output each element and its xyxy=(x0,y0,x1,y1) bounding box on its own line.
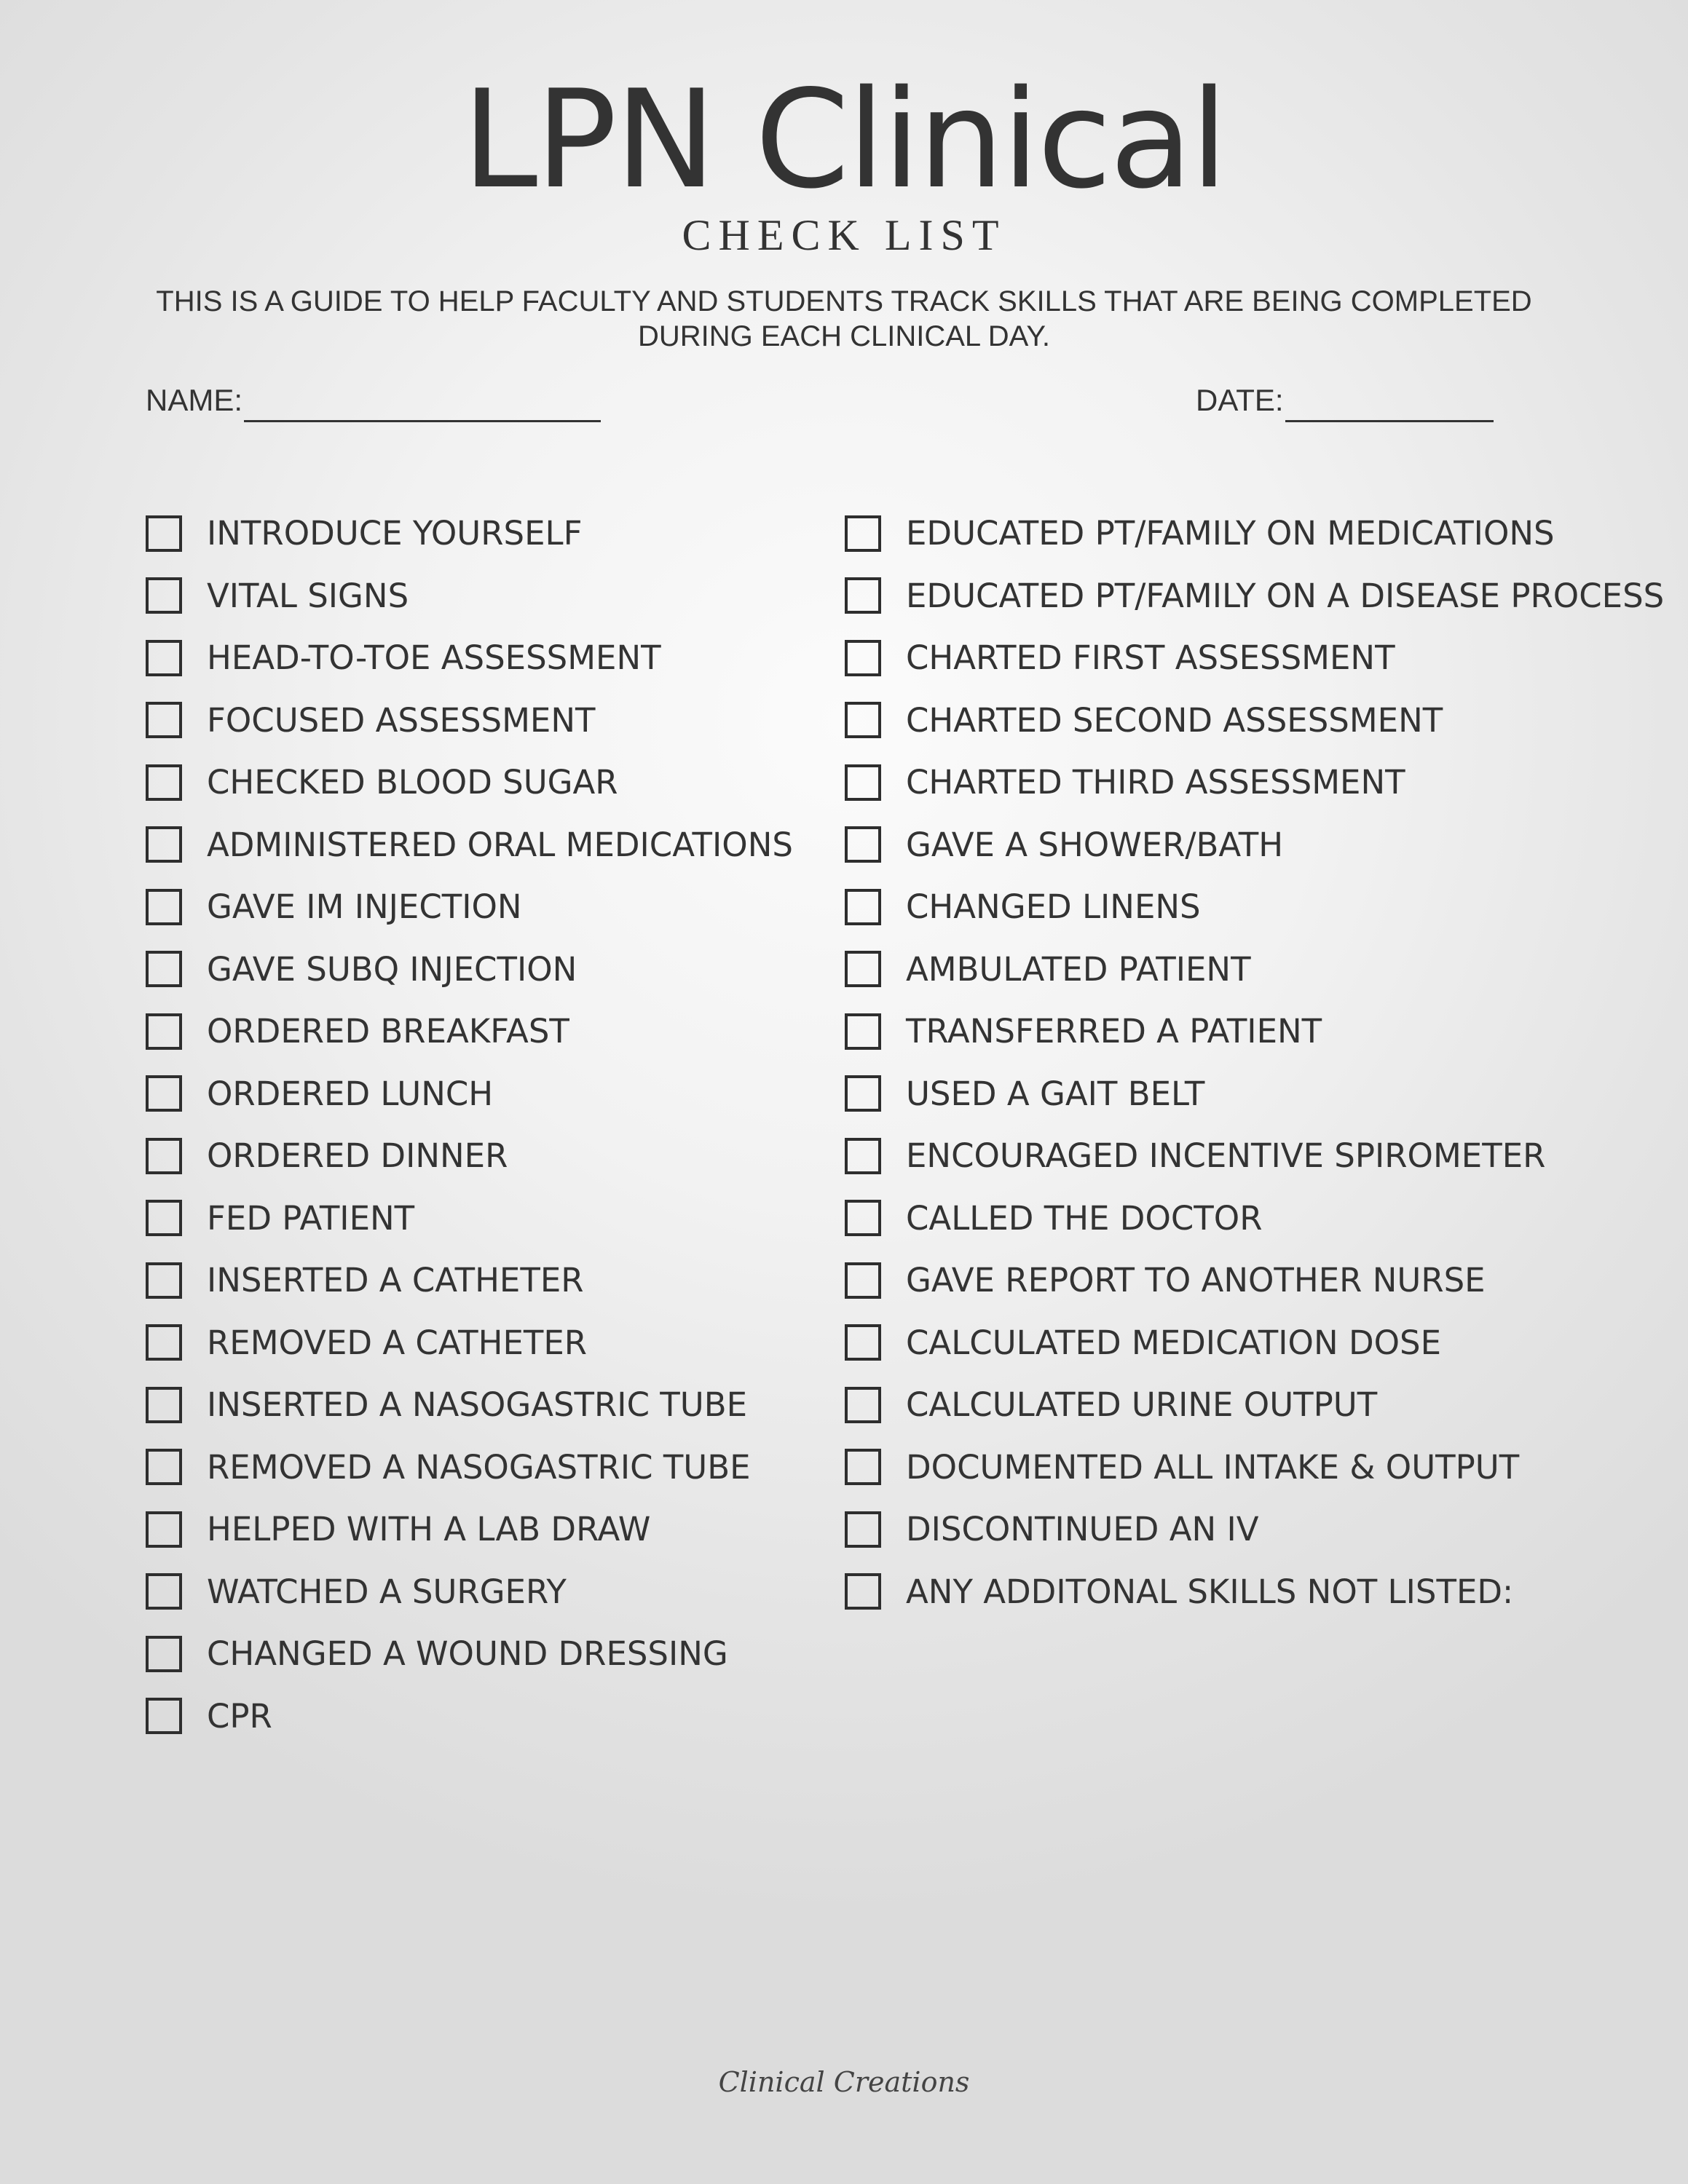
checklist-item-label: CHARTED SECOND ASSESSMENT xyxy=(906,700,1443,740)
checklist-item-label: ANY ADDITONAL SKILLS NOT LISTED: xyxy=(906,1572,1514,1611)
checklist-item-label: CHANGED LINENS xyxy=(906,887,1201,927)
checklist-item-label: EDUCATED PT/FAMILY ON MEDICATIONS xyxy=(906,514,1555,553)
checkbox[interactable] xyxy=(146,1262,182,1299)
checklist-item[interactable] xyxy=(146,565,801,628)
checklist-item[interactable] xyxy=(146,1063,801,1125)
checklist-item[interactable] xyxy=(146,1187,801,1250)
checkbox[interactable] xyxy=(146,764,182,801)
intro-line-1: THIS IS A GUIDE TO HELP FACULTY AND STUDENTS TRACK SKILLS THAT ARE BEING COMPLETED xyxy=(156,285,1532,317)
checklist-item[interactable] xyxy=(845,1125,1675,1187)
checkbox[interactable] xyxy=(146,1138,182,1174)
checkbox[interactable] xyxy=(146,1200,182,1236)
checkbox[interactable] xyxy=(146,1075,182,1112)
checkbox[interactable] xyxy=(146,515,182,552)
intro-line-2: DURING EACH CLINICAL DAY. xyxy=(637,320,1051,352)
checklist-item[interactable] xyxy=(146,1685,801,1748)
date-label: DATE: xyxy=(1196,383,1284,417)
checklist-item[interactable] xyxy=(146,1249,801,1312)
checklist-item[interactable] xyxy=(146,1000,801,1063)
checkbox[interactable] xyxy=(146,889,182,925)
checklist-item[interactable] xyxy=(146,1312,801,1374)
checklist-item[interactable] xyxy=(845,1561,1675,1623)
name-label: NAME: xyxy=(146,383,243,417)
checkbox[interactable] xyxy=(845,951,881,987)
checkbox[interactable] xyxy=(146,1324,182,1361)
checkbox[interactable] xyxy=(146,1387,182,1423)
checklist-item-label: CHECKED BLOOD SUGAR xyxy=(207,763,618,802)
checklist-item[interactable] xyxy=(146,1561,801,1623)
checklist-item-label: CHANGED A WOUND DRESSING xyxy=(207,1634,728,1674)
checklist-item[interactable] xyxy=(845,1498,1675,1561)
checkbox[interactable] xyxy=(146,1013,182,1050)
checklist-item-label: INSERTED A CATHETER xyxy=(207,1261,584,1300)
checklist-item[interactable] xyxy=(146,1374,801,1436)
checklist-item-label: CPR xyxy=(207,1696,272,1736)
checklist-item-label: CHARTED FIRST ASSESSMENT xyxy=(906,638,1395,678)
checklist-item[interactable] xyxy=(845,751,1675,814)
checklist-item-label: CHARTED THIRD ASSESSMENT xyxy=(906,763,1405,802)
checklist-item-label: USED A GAIT BELT xyxy=(906,1074,1205,1113)
checklist-item-label: ORDERED DINNER xyxy=(207,1136,508,1176)
checkbox[interactable] xyxy=(845,577,881,614)
checklist-item-label: DISCONTINUED AN IV xyxy=(906,1510,1259,1549)
intro-text xyxy=(109,284,1579,354)
checklist-item-label: FED PATIENT xyxy=(207,1198,415,1238)
date-input-line[interactable] xyxy=(1285,388,1494,422)
checkbox[interactable] xyxy=(146,1573,182,1610)
checkbox[interactable] xyxy=(845,764,881,801)
checklist-item-label: GAVE SUBQ INJECTION xyxy=(207,949,577,989)
checklist-item[interactable] xyxy=(845,1312,1675,1374)
checklist-item[interactable] xyxy=(146,1623,801,1685)
checklist-item[interactable] xyxy=(845,814,1675,877)
checklist-item[interactable] xyxy=(845,1249,1675,1312)
checklist-item[interactable] xyxy=(845,876,1675,938)
checkbox[interactable] xyxy=(146,1449,182,1485)
page-title: LPN Clinical xyxy=(462,60,1226,218)
checkbox[interactable] xyxy=(845,1573,881,1610)
checkbox[interactable] xyxy=(146,951,182,987)
name-input-line[interactable] xyxy=(244,388,601,422)
checklist-item-label: HEAD-TO-TOE ASSESSMENT xyxy=(207,638,661,678)
checkbox[interactable] xyxy=(845,1075,881,1112)
checklist-right-column xyxy=(845,502,1675,1623)
checklist-item-label: GAVE A SHOWER/BATH xyxy=(906,825,1284,864)
checkbox[interactable] xyxy=(146,1636,182,1672)
checklist-item-label: CALLED THE DOCTOR xyxy=(906,1198,1263,1238)
checkbox[interactable] xyxy=(845,1013,881,1050)
checkbox[interactable] xyxy=(146,1511,182,1548)
checkbox[interactable] xyxy=(845,640,881,676)
checklist-item[interactable] xyxy=(845,1436,1675,1499)
checklist-item-label: GAVE IM INJECTION xyxy=(207,887,522,927)
checklist-item-label: REMOVED A NASOGASTRIC TUBE xyxy=(207,1447,751,1487)
checklist-item[interactable] xyxy=(146,938,801,1001)
checklist-item-label: INTRODUCE YOURSELF xyxy=(207,514,583,553)
checkbox[interactable] xyxy=(146,640,182,676)
checklist-item[interactable] xyxy=(146,814,801,877)
checklist-item[interactable] xyxy=(845,565,1675,628)
checklist-item-label: ORDERED BREAKFAST xyxy=(207,1012,569,1051)
checklist-item-label: HELPED WITH A LAB DRAW xyxy=(207,1510,651,1549)
checklist-item-label: FOCUSED ASSESSMENT xyxy=(207,700,596,740)
checklist-item[interactable] xyxy=(146,751,801,814)
checklist-item[interactable] xyxy=(146,1436,801,1499)
checklist-item-label: INSERTED A NASOGASTRIC TUBE xyxy=(207,1385,748,1425)
checkbox[interactable] xyxy=(146,826,182,863)
checklist-left-column xyxy=(146,502,801,1747)
checkbox[interactable] xyxy=(146,1698,182,1734)
checklist-item-label: VITAL SIGNS xyxy=(207,576,409,615)
checkbox[interactable] xyxy=(146,577,182,614)
checkbox[interactable] xyxy=(146,702,182,738)
checklist-item-label: AMBULATED PATIENT xyxy=(906,949,1251,989)
checklist-item[interactable] xyxy=(845,689,1675,752)
checklist-item-label: GAVE REPORT TO ANOTHER NURSE xyxy=(906,1261,1486,1300)
checkbox[interactable] xyxy=(845,1511,881,1548)
checklist-item[interactable] xyxy=(845,1063,1675,1125)
date-field xyxy=(1196,379,1494,422)
checkbox[interactable] xyxy=(845,1449,881,1485)
checklist-item[interactable] xyxy=(845,1000,1675,1063)
checkbox[interactable] xyxy=(845,1387,881,1423)
checklist-item[interactable] xyxy=(146,1125,801,1187)
checkbox[interactable] xyxy=(845,702,881,738)
checklist-item-label: ORDERED LUNCH xyxy=(207,1074,494,1113)
checklist-item-label: CALCULATED MEDICATION DOSE xyxy=(906,1323,1442,1362)
checklist-item[interactable] xyxy=(845,1374,1675,1436)
checklist-item[interactable] xyxy=(146,502,801,565)
checklist-item-label: EDUCATED PT/FAMILY ON A DISEASE PROCESS xyxy=(906,576,1665,615)
checkbox[interactable] xyxy=(845,1200,881,1236)
checkbox[interactable] xyxy=(845,889,881,925)
checklist-item[interactable] xyxy=(845,938,1675,1001)
checkbox[interactable] xyxy=(845,1262,881,1299)
checkbox[interactable] xyxy=(845,826,881,863)
checklist-item[interactable] xyxy=(845,627,1675,689)
checklist-item[interactable] xyxy=(146,1498,801,1561)
checklist-item-label: DOCUMENTED ALL INTAKE & OUTPUT xyxy=(906,1447,1520,1487)
checklist-item[interactable] xyxy=(146,627,801,689)
name-field xyxy=(146,379,601,422)
checklist-item-label: WATCHED A SURGERY xyxy=(207,1572,567,1611)
checkbox[interactable] xyxy=(845,1138,881,1174)
footer-brand: Clinical Creations xyxy=(718,2066,970,2098)
checklist-item-label: CALCULATED URINE OUTPUT xyxy=(906,1385,1378,1425)
checklist-item[interactable] xyxy=(845,502,1675,565)
page-subtitle: CHECK LIST xyxy=(682,211,1006,259)
checklist-item-label: ADMINISTERED ORAL MEDICATIONS xyxy=(207,825,793,864)
checkbox[interactable] xyxy=(845,1324,881,1361)
checklist-item[interactable] xyxy=(845,1187,1675,1250)
checklist-item-label: REMOVED A CATHETER xyxy=(207,1323,588,1362)
checklist-item[interactable] xyxy=(146,876,801,938)
checklist-item-label: ENCOURAGED INCENTIVE SPIROMETER xyxy=(906,1136,1546,1176)
checkbox[interactable] xyxy=(845,515,881,552)
checklist-item-label: TRANSFERRED A PATIENT xyxy=(906,1012,1322,1051)
checklist-item[interactable] xyxy=(146,689,801,752)
